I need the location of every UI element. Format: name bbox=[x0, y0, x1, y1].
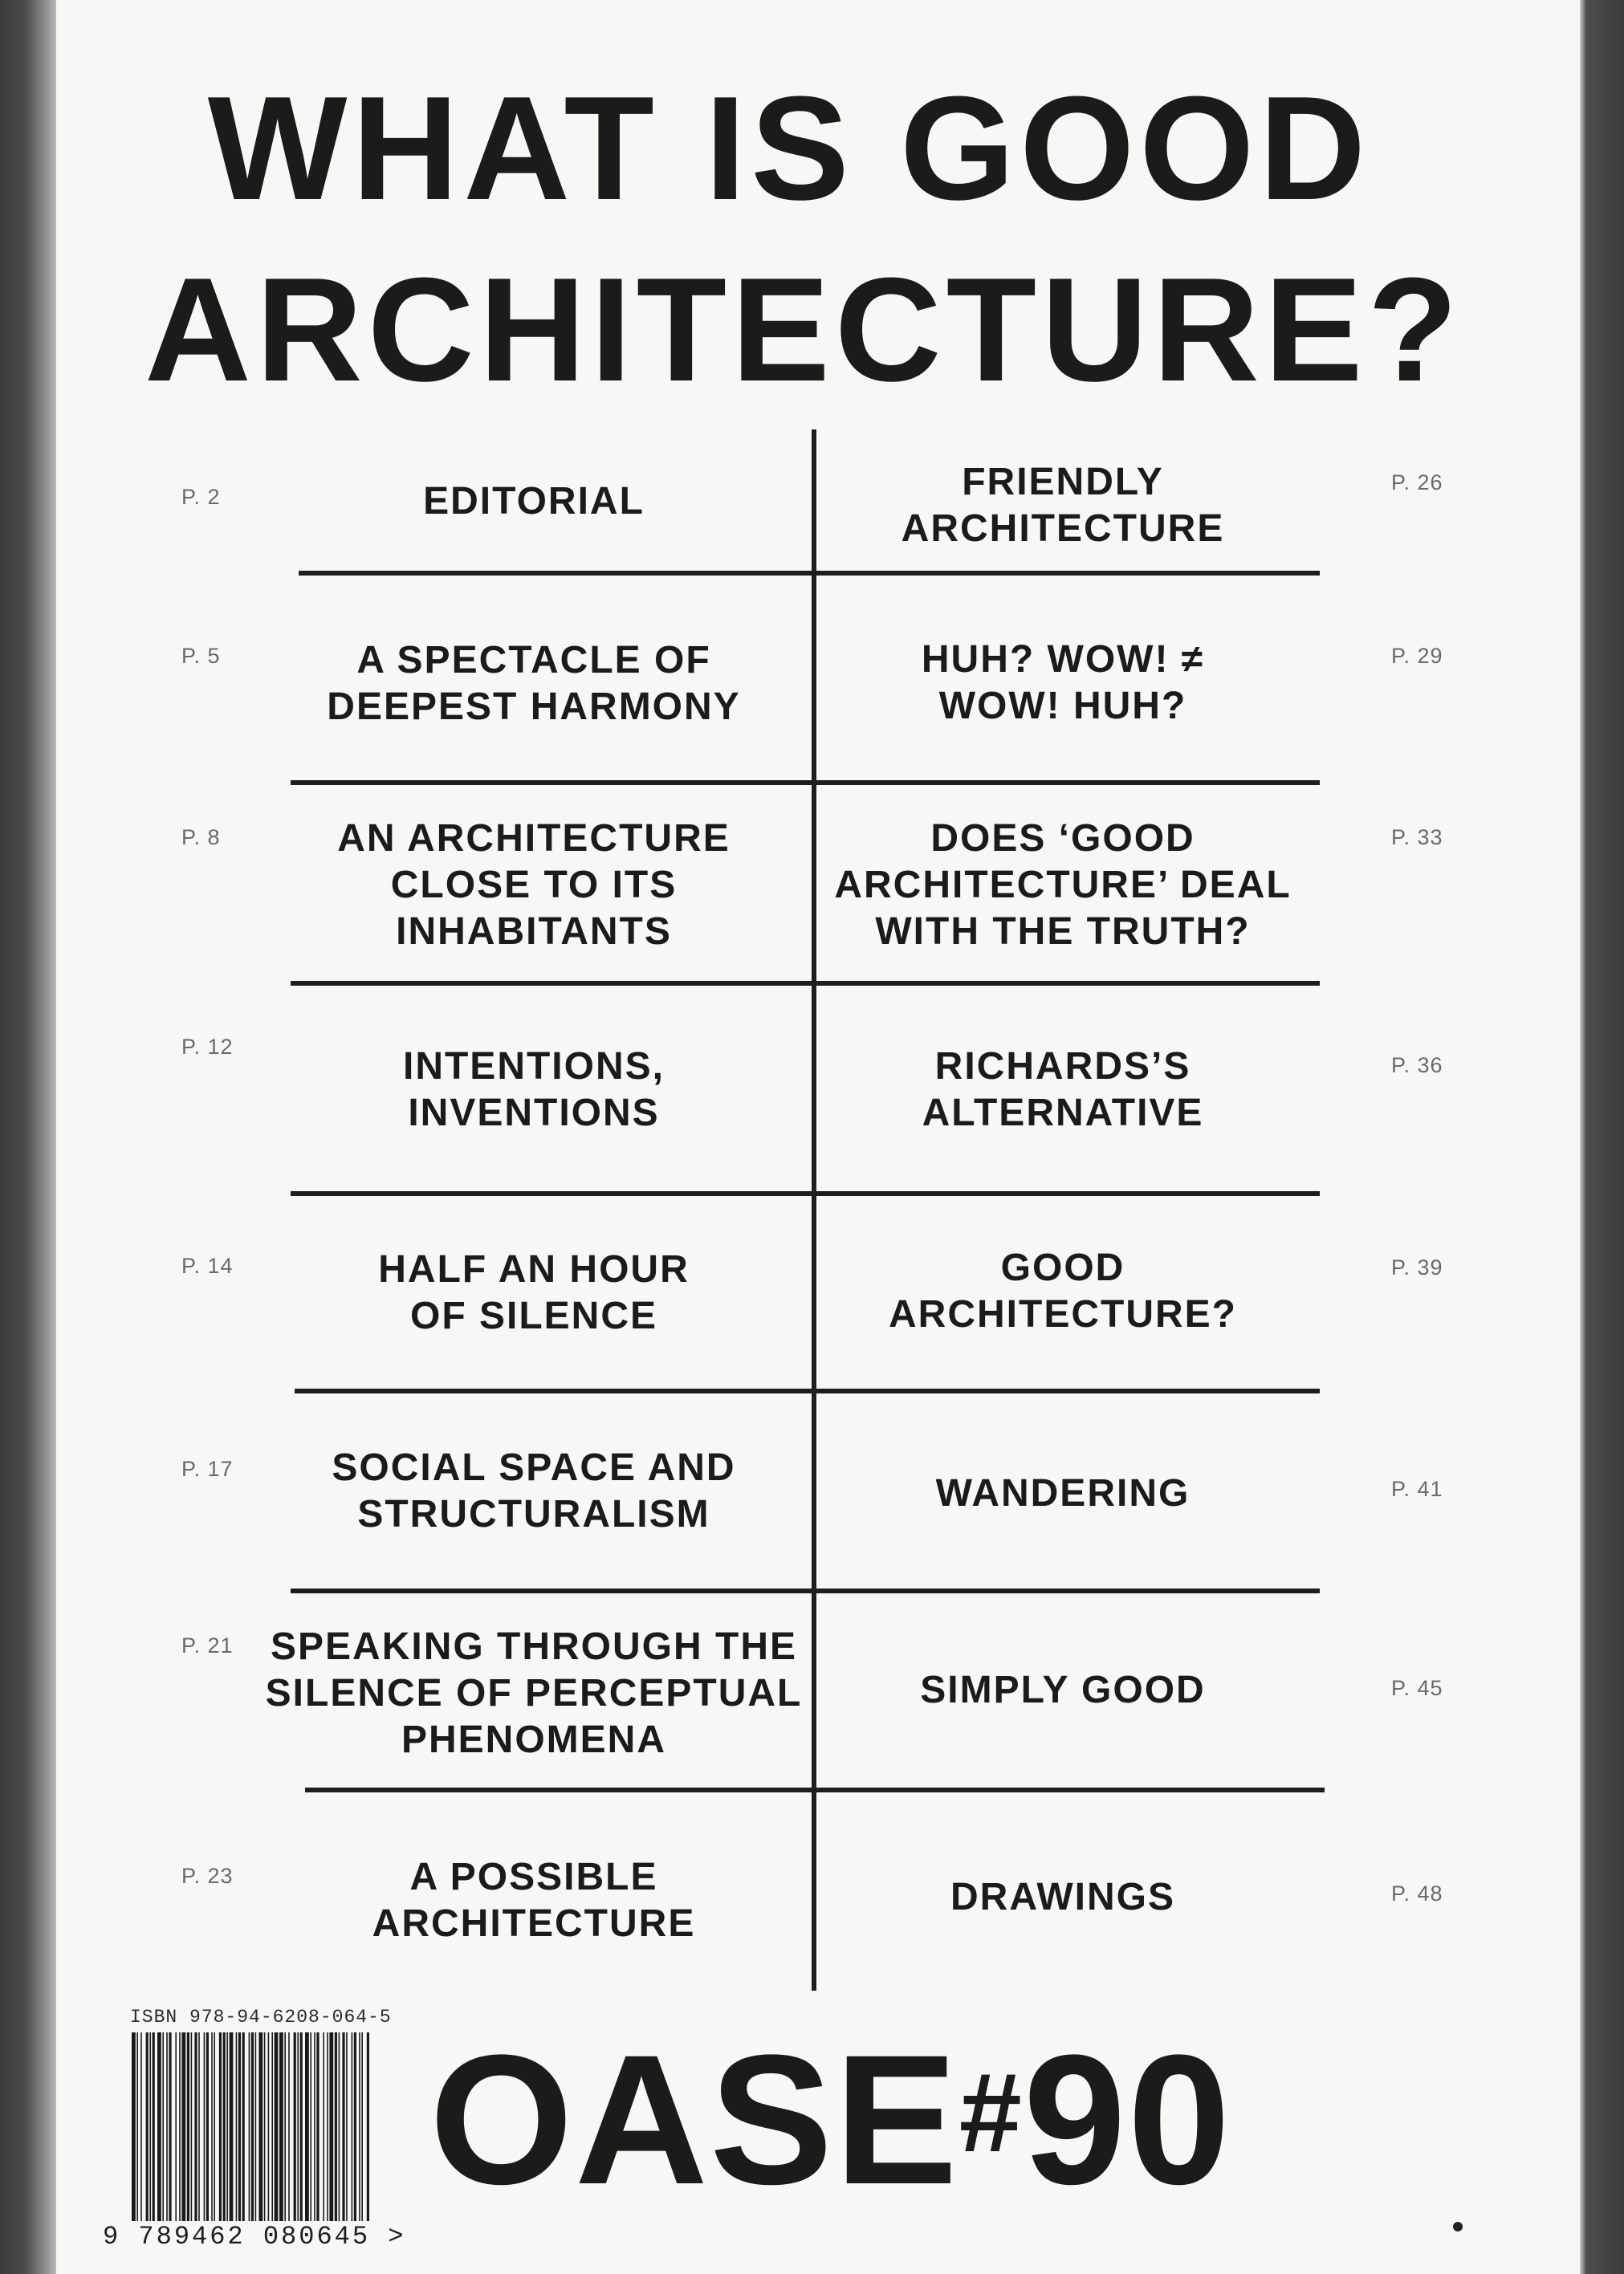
barcode-image bbox=[128, 2032, 373, 2221]
issue-number: 90 bbox=[1023, 2016, 1232, 2223]
toc-page-number: P. 41 bbox=[1391, 1477, 1443, 1501]
isbn-label: ISBN 978-94-6208-064-5 bbox=[130, 2007, 392, 2028]
toc-page-number: P. 12 bbox=[181, 1035, 234, 1059]
toc-row-divider bbox=[291, 1191, 1320, 1196]
issue-hash: # bbox=[959, 2049, 1024, 2175]
toc-entry-title: WANDERING bbox=[935, 1472, 1191, 1515]
toc-row-divider bbox=[299, 571, 1320, 576]
toc-entry-title: INTENTIONS, INVENTIONS bbox=[402, 1045, 665, 1134]
toc-entry-title: SIMPLY GOOD bbox=[920, 1669, 1206, 1711]
toc-entry-title: RICHARDS’S ALTERNATIVE bbox=[922, 1045, 1204, 1134]
cover-title-line-2: ARCHITECTURE? bbox=[144, 246, 1463, 412]
toc-page-number: P. 48 bbox=[1391, 1881, 1443, 1906]
toc-row-divider bbox=[295, 1389, 1320, 1393]
toc-page-number: P. 17 bbox=[181, 1457, 234, 1481]
toc-row-divider bbox=[291, 981, 1320, 986]
toc-entry-title: SPEAKING THROUGH THE SILENCE OF PERCEPTUAL PHENOMENA bbox=[265, 1625, 803, 1761]
cover-title-line-1: WHAT IS GOOD bbox=[207, 65, 1371, 230]
toc-row-divider bbox=[291, 780, 1320, 785]
toc-entry-title: GOOD ARCHITECTURE? bbox=[889, 1247, 1237, 1336]
toc-entry-title: DOES ‘GOOD ARCHITECTURE’ DEAL WITH THE TRUTH? bbox=[834, 817, 1292, 953]
toc-page-number: P. 29 bbox=[1391, 644, 1443, 668]
toc-page-number: P. 5 bbox=[181, 644, 221, 668]
toc-row-divider bbox=[291, 1589, 1320, 1593]
toc-entry-title: DRAWINGS bbox=[950, 1876, 1175, 1918]
decorative-dot bbox=[1453, 2222, 1463, 2231]
toc-page-number: P. 23 bbox=[181, 1864, 234, 1888]
toc-page-number: P. 33 bbox=[1391, 825, 1443, 849]
toc-page-number: P. 2 bbox=[181, 485, 221, 509]
toc-page-number: P. 45 bbox=[1391, 1676, 1443, 1700]
toc-entry-title: FRIENDLY ARCHITECTURE bbox=[901, 461, 1225, 550]
toc-row-divider bbox=[305, 1788, 1325, 1792]
toc-entry-title: A SPECTACLE OF DEEPEST HARMONY bbox=[327, 639, 741, 728]
toc-entry-title: HALF AN HOUR OF SILENCE bbox=[378, 1248, 690, 1337]
toc-entry-title: AN ARCHITECTURE CLOSE TO ITS INHABITANTS bbox=[337, 817, 731, 953]
toc-page-number: P. 39 bbox=[1391, 1255, 1443, 1279]
toc-page-number: P. 8 bbox=[181, 825, 221, 849]
issue-name: OASE bbox=[429, 2016, 959, 2223]
toc-entry-title: HUH? WOW! ≠ WOW! HUH? bbox=[921, 638, 1205, 727]
issue-title bbox=[429, 2016, 1232, 2223]
book-edge bbox=[1580, 0, 1624, 2274]
toc-page-number: P. 36 bbox=[1391, 1053, 1443, 1077]
toc-page-number: P. 14 bbox=[181, 1254, 234, 1278]
toc-entry-title: SOCIAL SPACE AND STRUCTURALISM bbox=[332, 1446, 736, 1536]
barcode-digits: 9 789462 080645 > bbox=[103, 2222, 406, 2252]
toc-entry-title: A POSSIBLE ARCHITECTURE bbox=[372, 1856, 696, 1945]
toc-page-number: P. 21 bbox=[181, 1633, 234, 1658]
toc-entry-title: EDITORIAL bbox=[423, 480, 645, 523]
toc-page-number: P. 26 bbox=[1391, 470, 1443, 494]
